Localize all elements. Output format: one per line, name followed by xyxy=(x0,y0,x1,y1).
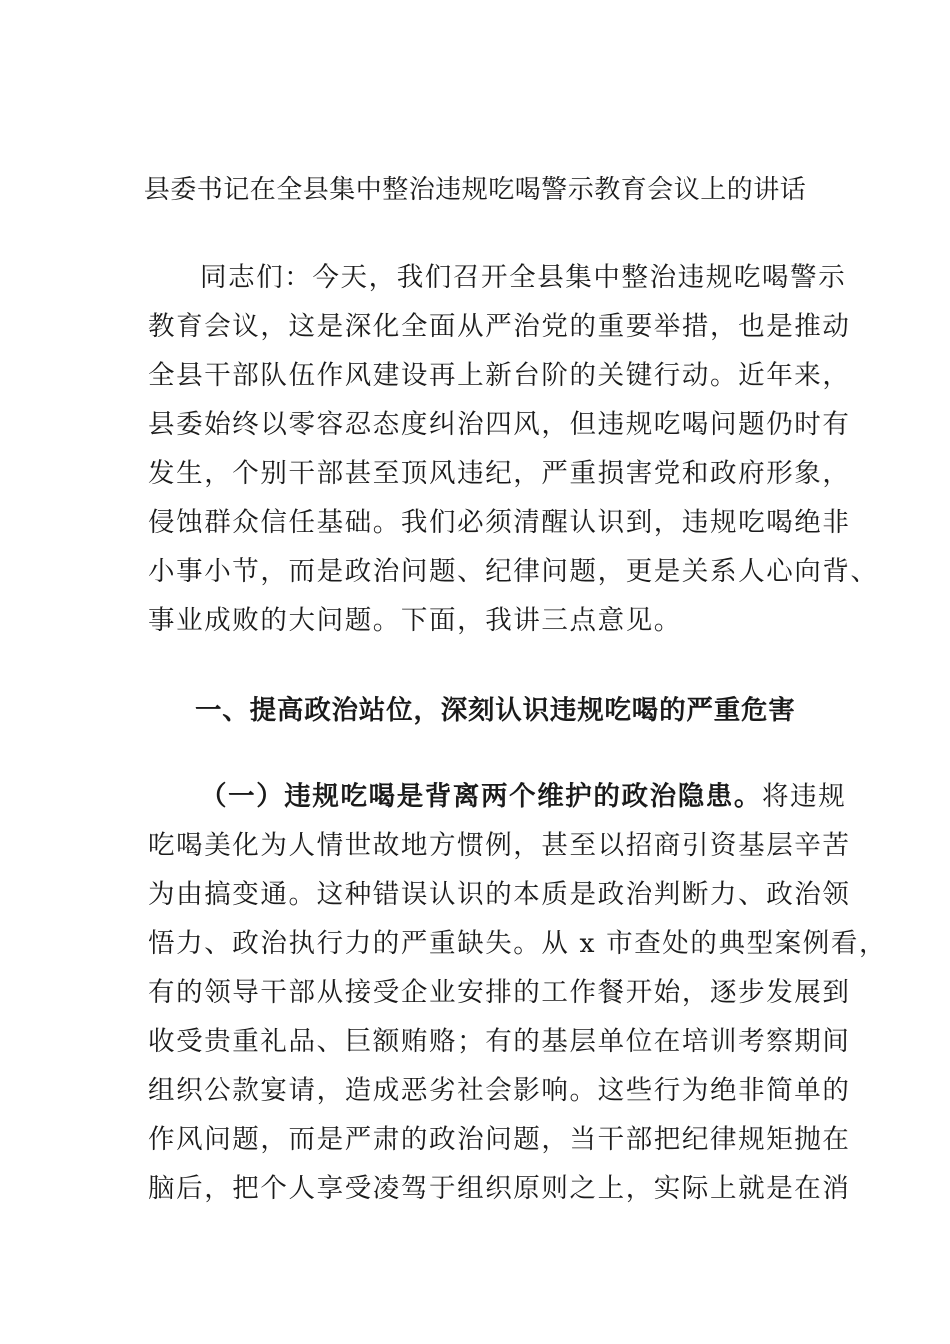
paragraph-line: 为由搞变通。这种错误认识的本质是政治判断力、政治领 xyxy=(148,879,851,910)
paragraph-line: 同志们：今天，我们召开全县集中整治违规吃喝警示 xyxy=(200,262,847,293)
paragraph-line: 小事小节，而是政治问题、纪律问题，更是关系人心向背、 xyxy=(148,556,879,587)
paragraph-line: 全县干部队伍作风建设再上新台阶的关键行动。近年来， xyxy=(148,360,851,391)
section-heading: 一、提高政治站位，深刻认识违规吃喝的严重危害 xyxy=(195,695,796,726)
subsection-lead-bold: （一）违规吃喝是背离两个维护的政治隐患。 xyxy=(200,781,762,812)
paragraph-line: 悟力、政治执行力的严重缺失。从 x 市查处的典型案例看， xyxy=(148,928,888,959)
paragraph-line: 教育会议，这是深化全面从严治党的重要举措，也是推动 xyxy=(148,311,851,342)
document-title: 县委书记在全县集中整治违规吃喝警示教育会议上的讲话 xyxy=(143,175,807,205)
paragraph-line: 脑后，把个人享受凌驾于组织原则之上，实际上就是在消 xyxy=(148,1173,851,1204)
paragraph-line: 有的领导干部从接受企业安排的工作餐开始，逐步发展到 xyxy=(148,977,851,1008)
paragraph-line: 吃喝美化为人情世故地方惯例，甚至以招商引资基层辛苦 xyxy=(148,830,851,861)
paragraph-line: 侵蚀群众信任基础。我们必须清醒认识到，违规吃喝绝非 xyxy=(148,507,851,538)
paragraph-line: 组织公款宴请，造成恶劣社会影响。这些行为绝非简单的 xyxy=(148,1075,851,1106)
subsection-lead-line xyxy=(200,777,846,817)
paragraph-line: 作风问题，而是严肃的政治问题，当干部把纪律规矩抛在 xyxy=(148,1124,851,1155)
paragraph-line: 县委始终以零容忍态度纠治四风，但违规吃喝问题仍时有 xyxy=(148,409,851,440)
paragraph-line: 收受贵重礼品、巨额贿赂；有的基层单位在培训考察期间 xyxy=(148,1026,851,1057)
subsection-lead-rest: 将违规 xyxy=(762,781,847,812)
paragraph-line: 事业成败的大问题。下面，我讲三点意见。 xyxy=(148,605,682,636)
paragraph-line: 发生，个别干部甚至顶风违纪，严重损害党和政府形象， xyxy=(148,458,851,489)
